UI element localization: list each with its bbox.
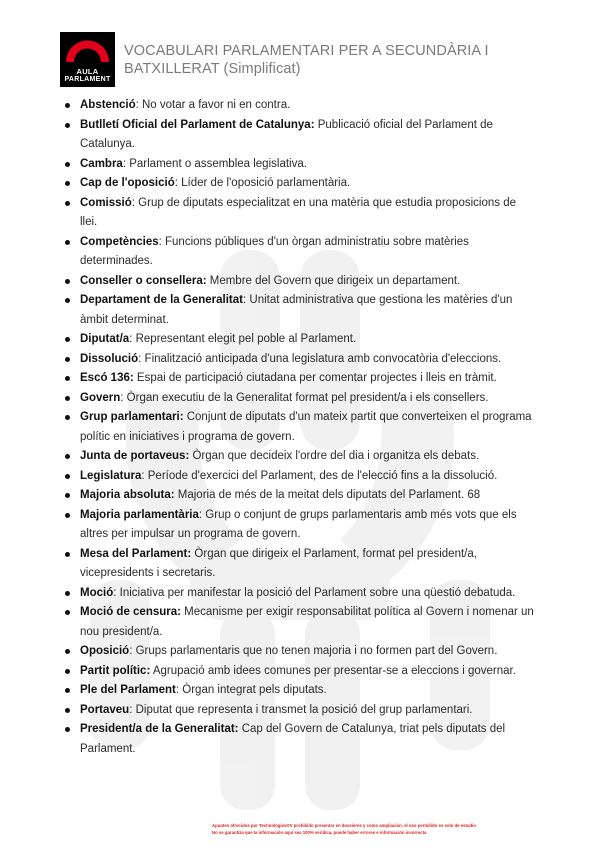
term-definition: Representant elegit pel poble al Parlament. — [132, 333, 357, 345]
list-item — [62, 174, 534, 194]
term-separator: : — [174, 177, 178, 189]
bullet-icon — [65, 123, 70, 128]
term-definition: Finalització anticipada d'una legislatura amb convocatòria d'eleccions. — [141, 352, 502, 365]
term-definition: Espai de participació ciutadana per comentar projectes i lleis en tràmit. — [133, 372, 497, 384]
term-name: Departament de la Generalitat — [80, 294, 243, 306]
bullet-icon — [65, 513, 70, 518]
bullet-icon — [65, 357, 70, 362]
list-item — [62, 291, 534, 330]
term-name: Grup parlamentari: — [80, 411, 184, 423]
list-item — [62, 681, 534, 701]
term-name: Competències — [80, 235, 159, 248]
list-item — [62, 350, 534, 370]
term-name: Abstenció — [80, 99, 136, 111]
bullet-icon — [65, 552, 70, 557]
term-name: Majoria absoluta: — [80, 489, 175, 501]
term-name: Escó 136: — [80, 372, 134, 384]
term-name: Oposició — [80, 645, 130, 657]
list-item — [62, 486, 534, 506]
list-item — [62, 96, 534, 116]
term-name: Butlletí Oficial del Parlament de Catalunya: — [80, 118, 315, 131]
aula-parlament-logo — [60, 32, 115, 87]
page-title: VOCABULARI PARLAMENTARI PER A SECUNDÀRIA I BATXILLERAT (Simplificat) — [124, 43, 489, 77]
list-item — [62, 389, 534, 409]
list-item — [62, 272, 534, 292]
term-definition: Funcions públiques d'un òrgan administratiu sobre matèries determinades. — [80, 235, 469, 267]
footer-disclaimer — [212, 822, 590, 836]
term-name: Junta de portaveus: — [80, 450, 190, 462]
vocabulary-list — [62, 96, 534, 759]
bullet-icon — [65, 240, 70, 245]
term-name: Ple del Parlament — [80, 684, 176, 696]
term-name: Moció — [80, 586, 114, 599]
term-definition: Diputat que representa i transmet la posició del grup parlamentari. — [132, 703, 473, 716]
term-definition: Període d'exercici del Parlament, des de l'elecció fins a la dissolució. — [144, 469, 498, 482]
term-separator: : — [135, 99, 139, 111]
term-name: Partit polític: — [80, 664, 151, 677]
bullet-icon — [65, 415, 70, 420]
list-item — [62, 701, 534, 721]
term-definition: Òrgan executiu de la Generalitat format pel president/a i els consellers. — [123, 391, 489, 404]
list-item — [62, 506, 534, 545]
list-item — [62, 194, 534, 233]
term-definition: Òrgan que decideix l'ordre del dia i organitza els debats. — [189, 450, 480, 462]
term-separator: : — [138, 352, 142, 365]
bullet-icon — [65, 649, 70, 654]
term-separator: : — [113, 586, 117, 599]
bullet-icon — [65, 727, 70, 732]
list-item — [62, 447, 534, 467]
bullet-icon — [65, 103, 70, 108]
bullet-icon — [65, 669, 70, 674]
term-name: Mesa del Parlament: — [80, 547, 192, 560]
term-name: Conseller o consellera: — [80, 274, 207, 287]
list-item — [62, 408, 534, 447]
term-name: Comissió — [80, 196, 132, 209]
term-separator: : — [242, 294, 247, 306]
bullet-icon — [65, 591, 70, 596]
disclaimer-line-1: Apuntes ofrecidos por TechnologiesOV prohibido presentar en dossieres y como ampliación, el uso permitido es solo de estudio — [212, 823, 476, 828]
list-item — [62, 467, 534, 487]
term-separator: : — [129, 645, 133, 657]
term-definition: Majoria de més de la meitat dels diputats del Parlament. 68 — [174, 489, 481, 501]
logo-line-1: AULA — [76, 67, 99, 76]
list-item — [62, 642, 534, 662]
bullet-icon — [65, 454, 70, 459]
term-name: Legislatura — [80, 469, 142, 482]
term-name: Dissolució — [80, 352, 139, 365]
bullet-icon — [65, 493, 70, 498]
bullet-icon — [65, 396, 70, 401]
term-definition: Òrgan que dirigeix el Parlament, format pel president/a, vicepresidents i secretaris. — [80, 547, 477, 579]
term-separator: : — [129, 333, 133, 345]
disclaimer-line-2: No se garantiza que la información aquí sea 100% verídica, puede haber errores e información incorrecta — [212, 830, 427, 835]
bullet-icon — [65, 181, 70, 186]
term-name: Diputat/a — [80, 333, 130, 345]
term-definition: Iniciativa per manifestar la posició del Parlament sobre una qüestió debatuda. — [116, 586, 516, 599]
term-separator: : — [122, 157, 127, 170]
term-definition: Cap del Govern de Catalunya, triat pels diputats del Parlament. — [80, 723, 506, 755]
term-name: Portaveu — [80, 703, 130, 716]
list-item — [62, 330, 534, 350]
bullet-icon — [65, 201, 70, 206]
list-item — [62, 584, 534, 604]
bullet-icon — [65, 337, 70, 342]
term-name: Cap de l'oposició — [80, 177, 175, 189]
term-name: Cambra — [80, 157, 123, 170]
term-separator: : — [198, 508, 203, 521]
term-separator: : — [158, 235, 162, 248]
term-separator: : — [129, 703, 133, 716]
logo-arch-icon — [60, 32, 115, 66]
term-definition: Grups parlamentaris que no tenen majoria i no formen part del Govern. — [132, 645, 498, 657]
term-definition: Publicació oficial del Parlament de Catalunya. — [80, 118, 493, 150]
term-definition: Unitat administrativa que gestiona les matèries d'un àmbit determinat. — [80, 294, 513, 326]
term-separator: : — [175, 684, 180, 696]
bullet-icon — [65, 162, 70, 167]
term-definition: No votar a favor ni en contra. — [138, 99, 291, 111]
bullet-icon — [65, 279, 70, 284]
term-separator: : — [120, 391, 124, 404]
logo-line-2: PARLAMENT — [64, 76, 111, 83]
bullet-icon — [65, 708, 70, 713]
term-definition: Mecanisme per exigir responsabilitat política al Govern i nomenar un nou president/a. — [80, 606, 534, 638]
term-definition: Grup o conjunt de grups parlamentaris amb més vots que els altres per impulsar un programa de govern. — [80, 508, 517, 540]
list-item — [62, 545, 534, 584]
bullet-icon — [65, 474, 70, 479]
term-definition: Òrgan integrat pels diputats. — [179, 684, 327, 696]
term-name: Moció de censura: — [80, 606, 181, 618]
term-separator: : — [141, 469, 145, 482]
bullet-icon — [65, 688, 70, 693]
term-definition: Grup de diputats especialitzat en una matèria que estudia proposicions de llei. — [80, 196, 516, 228]
list-item — [62, 720, 534, 759]
bullet-icon — [65, 376, 70, 381]
bullet-icon — [65, 610, 70, 615]
list-item — [62, 369, 534, 389]
term-name: Govern — [80, 391, 121, 404]
list-item — [62, 233, 534, 272]
list-item — [62, 116, 534, 155]
bullet-icon — [65, 298, 70, 303]
term-definition: Membre del Govern que dirigeix un departament. — [206, 274, 461, 287]
term-separator: : — [131, 196, 135, 209]
term-definition: Conjunt de diputats d'un mateix partit que converteixen el programa polític en iniciatives i programa de govern. — [80, 411, 532, 443]
list-item — [62, 155, 534, 175]
list-item — [62, 603, 534, 642]
term-name: Majoria parlamentària — [80, 508, 199, 521]
term-definition: Agrupació amb idees comunes per presentar-se a eleccions i governar. — [150, 664, 516, 677]
list-item — [62, 662, 534, 682]
term-definition: Parlament o assemblea legislativa. — [126, 157, 307, 170]
term-name: President/a de la Generalitat: — [80, 723, 239, 735]
term-definition: Líder de l'oposició parlamentària. — [177, 177, 351, 189]
